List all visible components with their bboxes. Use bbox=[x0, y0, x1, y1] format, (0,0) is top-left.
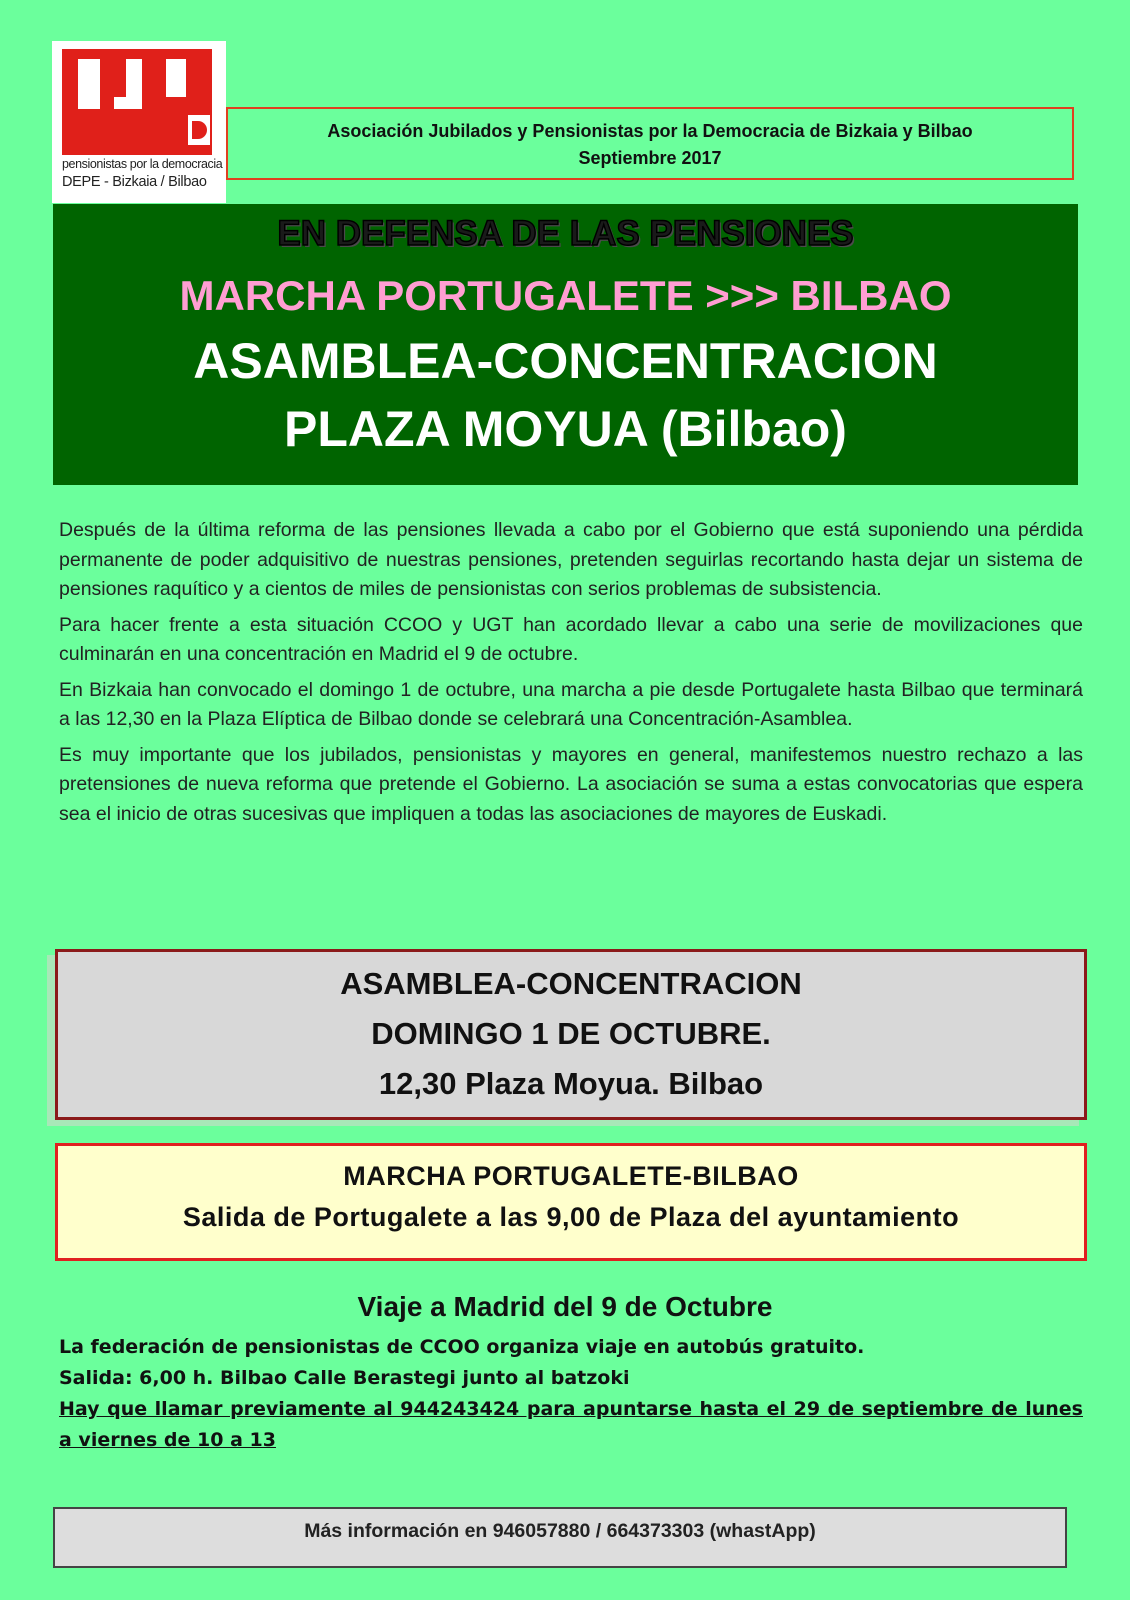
title-banner bbox=[53, 204, 1078, 485]
event-box bbox=[55, 949, 1087, 1120]
march-detail: Salida de Portugalete a las 9,00 de Plaza del ayuntamiento bbox=[182, 1202, 960, 1232]
banner-event: ASAMBLEA-CONCENTRACION bbox=[193, 333, 938, 389]
depe-logo bbox=[52, 41, 226, 203]
association-name: Asociación Jubilados y Pensionistas por la Democracia de Bizkaia y Bilbao bbox=[327, 121, 973, 141]
trip-details bbox=[59, 1332, 1083, 1456]
banner-location: PLAZA MOYUA (Bilbao) bbox=[284, 401, 847, 457]
banner-slogan: EN DEFENSA DE LAS PENSIONES bbox=[277, 214, 854, 253]
event-title: ASAMBLEA-CONCENTRACION bbox=[340, 966, 802, 1001]
contact-info-box bbox=[53, 1507, 1067, 1568]
march-box bbox=[55, 1143, 1087, 1261]
trip-line: La federación de pensionistas de CCOO organiza viaje en autobús gratuito. bbox=[59, 1336, 865, 1358]
march-title: MARCHA PORTUGALETE-BILBAO bbox=[343, 1161, 799, 1191]
trip-signup-note: Hay que llamar previamente al 944243424 para apuntarse hasta el 29 de septiembre de lunes a viernes de 10 a 13 bbox=[59, 1398, 1083, 1451]
event-date: DOMINGO 1 DE OCTUBRE. bbox=[371, 1016, 771, 1051]
trip-line: Salida: 6,00 h. Bilbao Calle Berastegi junto al batzoki bbox=[59, 1367, 630, 1389]
logo-tagline: pensionistas por la democracia bbox=[62, 157, 223, 171]
trip-title: Viaje a Madrid del 9 de Octubre bbox=[357, 1291, 773, 1322]
contact-info: Más información en 946057880 / 664373303 (whastApp) bbox=[304, 1520, 816, 1542]
paragraph: Para hacer frente a esta situación CCOO y UGT han acordado llevar a cabo una serie de movilizaciones que culminarán en una concentración en Madrid el 9 de octubre. bbox=[59, 613, 1083, 665]
logo-org: DEPE - Bizkaia / Bilbao bbox=[62, 174, 207, 190]
depe-logo-mark bbox=[52, 41, 226, 157]
association-header bbox=[226, 107, 1074, 180]
paragraph: Después de la última reforma de las pensiones llevada a cabo por el Gobierno que está suponiendo una pérdida permanente de poder adquisitivo de nuestras pensiones, pretenden seguirlas recortando hasta dejar un sistema de pensiones raquítico y a cientos de miles de pensionistas con serios problemas de subsistencia. bbox=[59, 519, 1083, 600]
paragraph: Es muy importante que los jubilados, pensionistas y mayores en general, manifestemos nuestro rechazo a las pretensiones de nueva reforma que pretende el Gobierno. La asociación se suma a estas convocatorias que espera sea el inicio de otras sucesivas que impliquen a todas las asociaciones de mayores de Euskadi. bbox=[59, 743, 1083, 825]
event-place: 12,30 Plaza Moyua. Bilbao bbox=[378, 1066, 764, 1101]
body-text bbox=[59, 516, 1083, 835]
banner-march: MARCHA PORTUGALETE >>> BILBAO bbox=[179, 272, 952, 319]
paragraph: En Bizkaia han convocado el domingo 1 de octubre, una marcha a pie desde Portugalete hasta Bilbao que terminará a las 12,30 en la Plaza Elíptica de Bilbao donde se celebrará una Concentración-Asamblea. bbox=[59, 678, 1083, 730]
issue-date: Septiembre 2017 bbox=[578, 148, 722, 168]
